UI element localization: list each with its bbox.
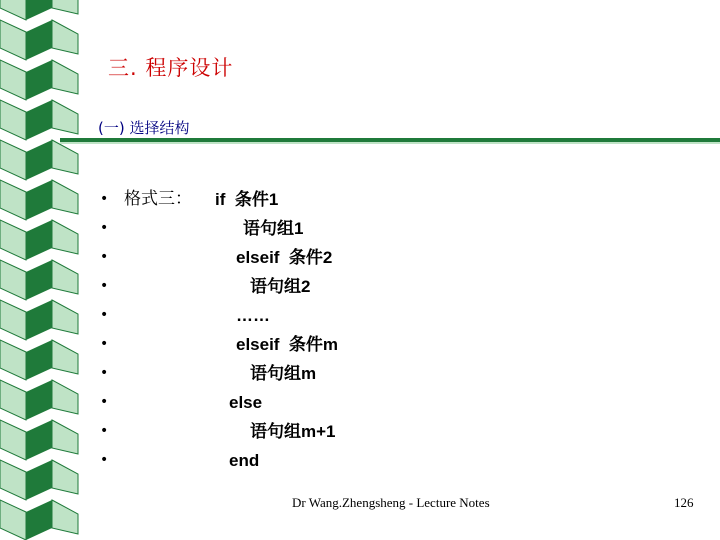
- list-item-code: 语句组2: [250, 277, 311, 296]
- list-item-code: end: [229, 451, 260, 470]
- bullet-icon: •: [100, 307, 109, 323]
- list-item-code: ……: [236, 306, 270, 325]
- section-subtitle: (一) 选择结构: [98, 119, 190, 137]
- bullet-icon: •: [100, 423, 109, 439]
- bullet-icon: •: [100, 336, 109, 352]
- footer-author: Dr Wang.Zhengsheng - Lecture Notes: [292, 495, 490, 510]
- list-item-code: 语句组m+1: [250, 422, 336, 441]
- bullet-icon: •: [100, 220, 109, 236]
- bullet-icon: •: [100, 452, 109, 468]
- decorative-ribbon: [0, 0, 82, 540]
- list-item-code: else: [229, 393, 263, 412]
- list-item-code: 语句组1: [243, 219, 304, 238]
- list-item-code: elseif 条件m: [236, 335, 339, 354]
- list-item-label: 格式三：: [124, 189, 192, 209]
- bullet-icon: •: [100, 249, 109, 265]
- bullet-icon: •: [100, 278, 109, 294]
- list-item-code: elseif 条件2: [236, 248, 333, 267]
- list-item-code: if 条件1: [215, 190, 279, 209]
- page-title: 三. 程序设计: [108, 56, 234, 80]
- bullet-icon: •: [100, 365, 109, 381]
- bullet-icon: •: [100, 394, 109, 410]
- bullet-icon: •: [100, 191, 109, 207]
- list-item-code: 语句组m: [250, 364, 317, 383]
- page-number: 126: [674, 495, 694, 510]
